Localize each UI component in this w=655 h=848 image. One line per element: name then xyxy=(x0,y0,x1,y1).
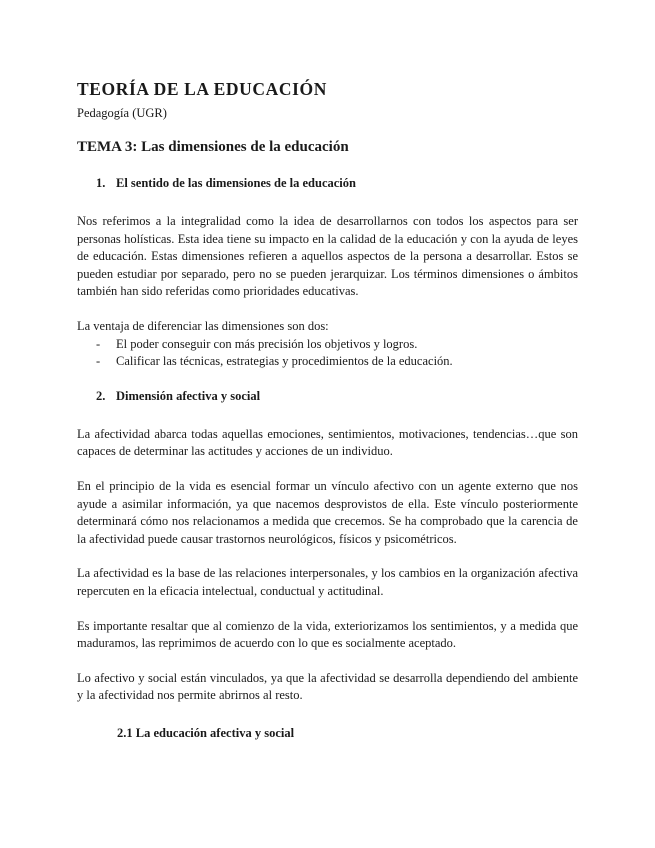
list-bullet: - xyxy=(96,354,101,369)
section-1-paragraph-1: Nos referimos a la integralidad como la idea de desarrollarnos con todos los aspectos para ser personas holísticas. Esta idea tiene su impacto en la calidad de la educación y con la ayuda de leyes de educación. Estas dimensiones refieren a aquellos aspectos de la persona a desarrollar. Estos se pueden estudiar por separado, pero no se pueden jerarquizar. Los términos dimensiones o ámbitos también han sido referidas como prioridades educativas. xyxy=(77,214,578,299)
list-bullet: - xyxy=(96,336,101,351)
section-1-heading xyxy=(77,175,578,191)
subsection-2-1-heading: 2.1 La educación afectiva y social xyxy=(117,725,295,740)
document-title: TEORÍA DE LA EDUCACIÓN xyxy=(77,79,327,99)
document-page xyxy=(77,79,578,741)
document-subtitle: Pedagogía (UGR) xyxy=(77,106,167,120)
list-item-text: El poder conseguir con más precisión los objetivos y logros. xyxy=(116,336,418,351)
section-2-title: Dimensión afectiva y social xyxy=(116,388,261,403)
section-1-number: 1. xyxy=(96,176,106,190)
list-item xyxy=(77,353,578,371)
section-2-paragraph-4: Es importante resaltar que al comienzo de la vida, exteriorizamos los sentimientos, y a medida que maduramos, las reprimimos de acuerdo con lo que es socialmente aceptado. xyxy=(77,618,578,651)
list-item xyxy=(77,336,578,354)
section-2-paragraph-1: La afectividad abarca todas aquellas emociones, sentimientos, motivaciones, tendencias…que son capaces de determinar las actitudes y acciones de un individuo. xyxy=(77,426,578,459)
section-2-paragraph-3: La afectividad es la base de las relaciones interpersonales, y los cambios en la organización afectiva repercuten en la eficacia intelectual, conductual y actitudinal. xyxy=(77,566,578,598)
section-2-heading xyxy=(77,388,578,404)
list-item-text: Calificar las técnicas, estrategias y procedimientos de la educación. xyxy=(116,354,453,369)
tema-title: TEMA 3: Las dimensiones de la educación xyxy=(77,139,349,155)
advantages-list xyxy=(77,336,578,371)
section-2-paragraph-5: Lo afectivo y social están vinculados, ya que la afectividad se desarrolla dependiendo del ambiente y la afectividad nos permite abrirnos al resto. xyxy=(77,670,578,703)
section-2-paragraph-2: En el principio de la vida es esencial formar un vínculo afectivo con un agente externo que nos ayude a asimilar información, ya que nacemos desprovistos de ella. Este vínculo posteriormente determinará cómo nos relacionamos a medida que crecemos. Se ha comprobado que la carencia de la afectividad puede causar trastornos neurológicos, físicos y psicométricos. xyxy=(77,478,578,546)
section-2-number: 2. xyxy=(96,388,106,403)
section-1-paragraph-2: La ventaja de diferenciar las dimensiones son dos: xyxy=(77,318,329,333)
section-1-title: El sentido de las dimensiones de la educación xyxy=(116,176,356,190)
